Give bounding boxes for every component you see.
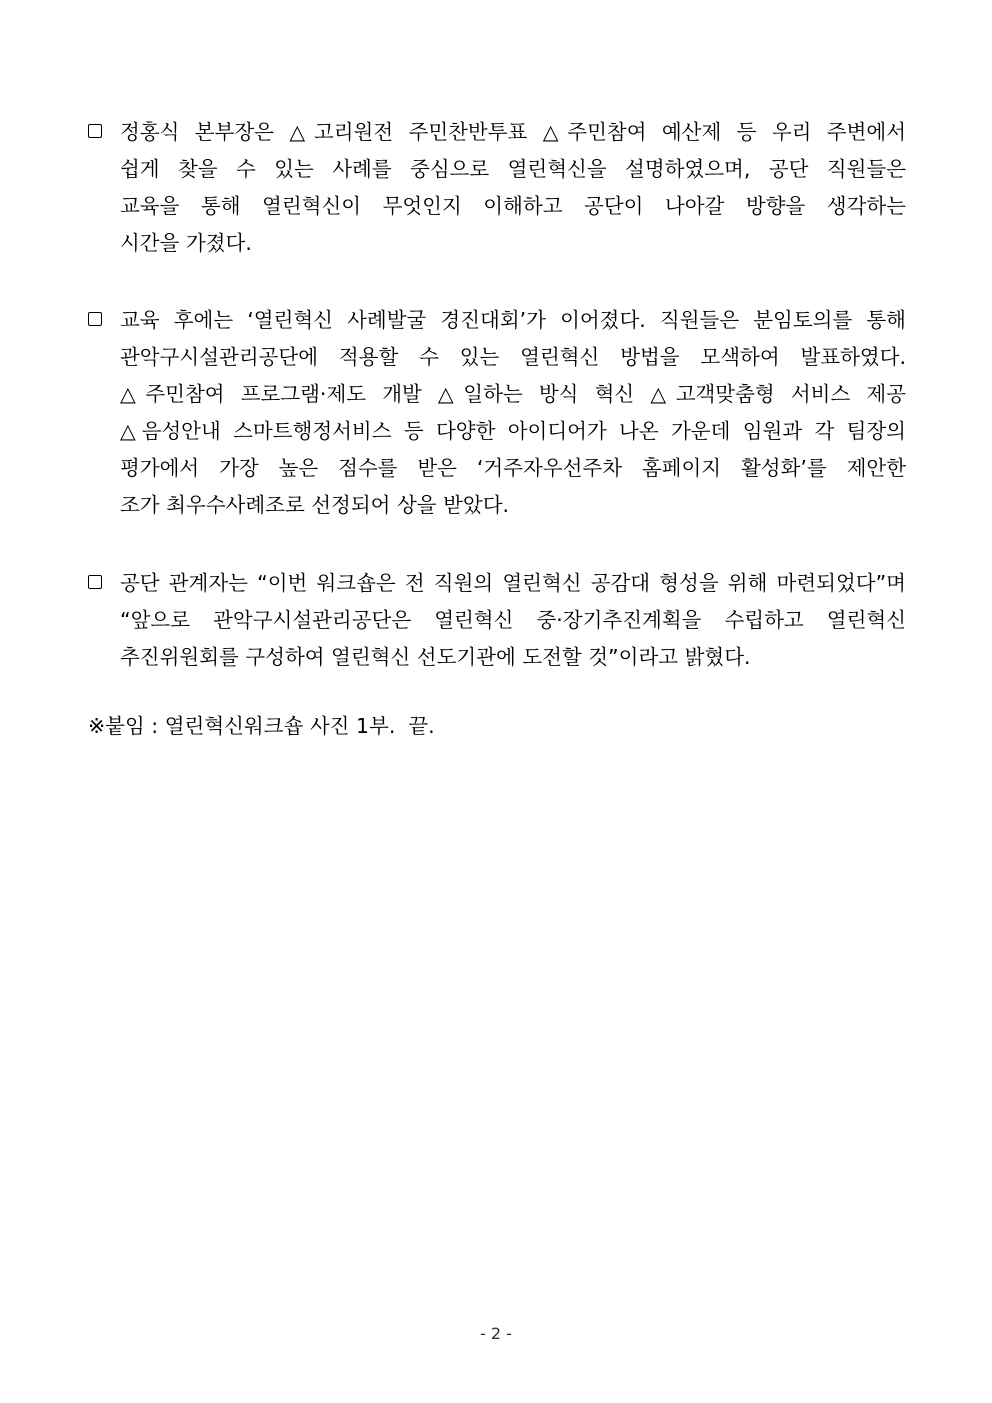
attachment-note: ※붙임 : 열린혁신워크숍 사진 1부. 끝.	[88, 714, 435, 738]
paragraph-line: △주민참여 프로그램·제도 개발 △일하는 방식 혁신 △고객맞춤형 서비스 제공	[120, 382, 906, 406]
paragraph-line: 쉽게 찾을 수 있는 사례를 중심으로 열린혁신을 설명하였으며, 공단 직원들은	[120, 157, 906, 181]
paragraph-workshop-lecture	[88, 114, 908, 262]
checkbox-bullet-icon	[88, 312, 102, 326]
paragraph-line: 시간을 가졌다.	[120, 231, 252, 255]
paragraph-line: 교육 후에는 ‘열린혁신 사례발굴 경진대회’가 이어졌다. 직원들은 분임토의를 통해	[120, 308, 906, 332]
paragraph-line: 추진위원회를 구성하여 열린혁신 선도기관에 도전할 것”이라고 밝혔다.	[120, 645, 751, 669]
checkbox-bullet-icon	[88, 124, 102, 138]
paragraph-line: 교육을 통해 열린혁신이 무엇인지 이해하고 공단이 나아갈 방향을 생각하는	[120, 194, 906, 218]
checkbox-bullet-icon	[88, 575, 102, 589]
paragraph-line: 공단 관계자는 “이번 워크숍은 전 직원의 열린혁신 공감대 형성을 위해 마련되었다”며	[120, 571, 906, 595]
paragraph-official-statement	[88, 565, 908, 676]
paragraph-line: 관악구시설관리공단에 적용할 수 있는 열린혁신 방법을 모색하여 발표하였다.	[120, 345, 906, 369]
paragraph-contest	[88, 302, 908, 524]
paragraph-line: 평가에서 가장 높은 점수를 받은 ‘거주자우선주차 홈페이지 활성화’를 제안한	[120, 456, 906, 480]
paragraph-line: △음성안내 스마트행정서비스 등 다양한 아이디어가 나온 가운데 임원과 각 팀장의	[120, 419, 906, 443]
paragraph-line: “앞으로 관악구시설관리공단은 열린혁신 중·장기추진계획을 수립하고 열린혁신	[120, 608, 906, 632]
paragraph-line: 정홍식 본부장은 △고리원전 주민찬반투표 △주민참여 예산제 등 우리 주변에서	[120, 120, 906, 144]
page-number: - 2 -	[480, 1324, 512, 1343]
paragraph-line: 조가 최우수사례조로 선정되어 상을 받았다.	[120, 493, 510, 517]
